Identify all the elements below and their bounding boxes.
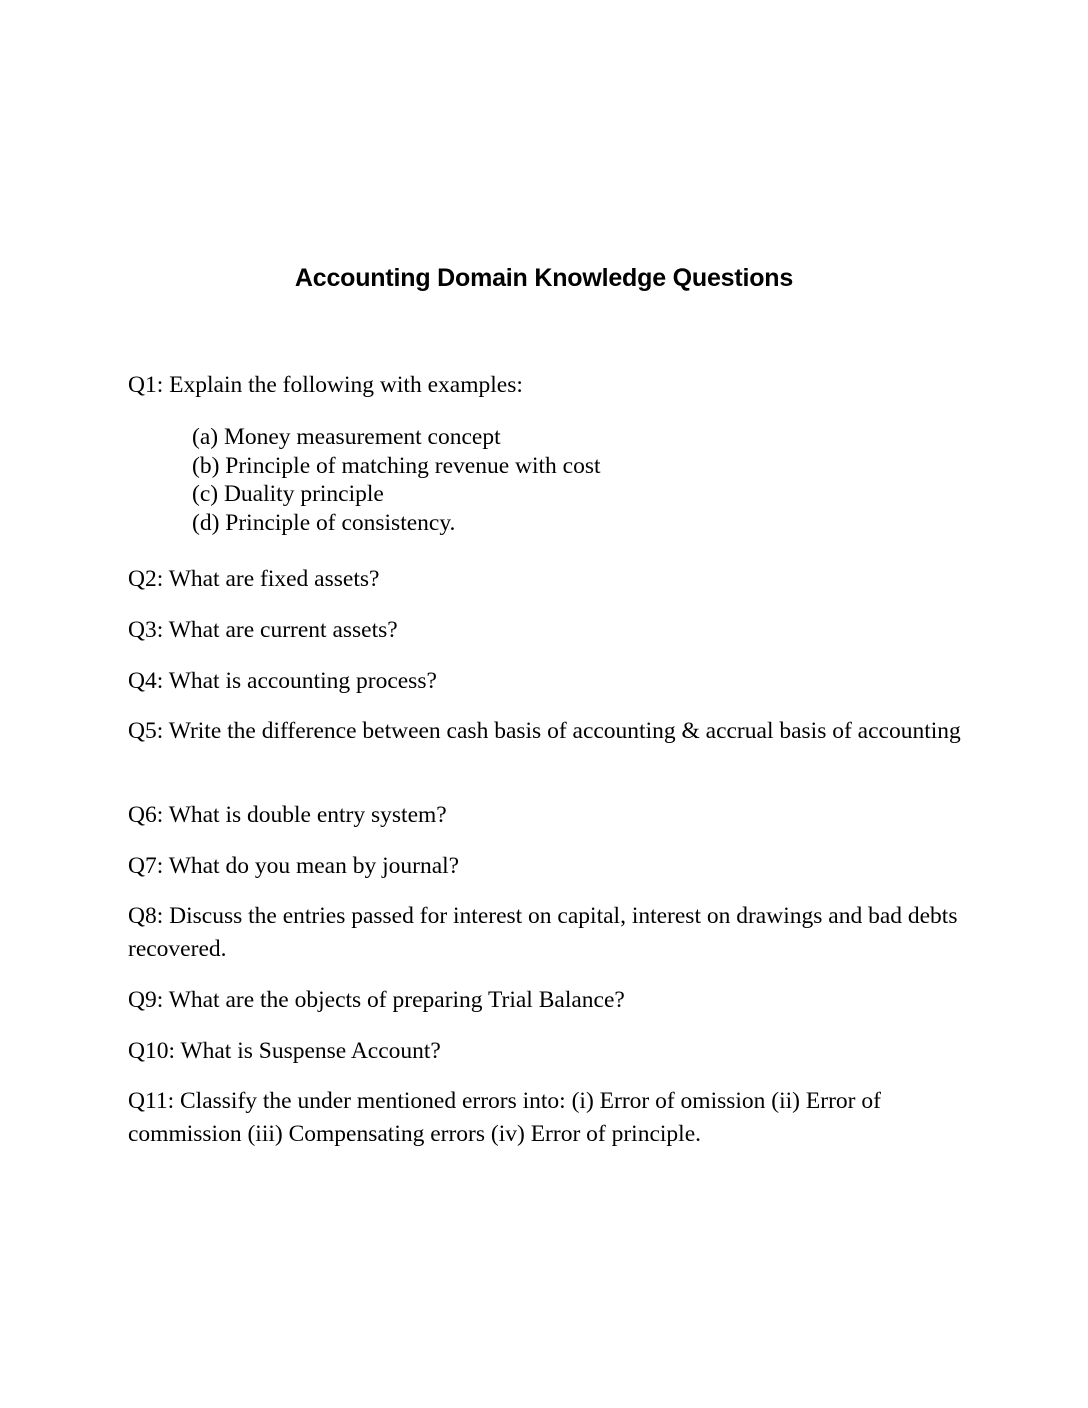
question-1-item-a: (a) Money measurement concept <box>192 424 501 450</box>
question-5: Q5: Write the difference between cash basis of accounting & accrual basis of accounting <box>128 718 961 744</box>
question-9: Q9: What are the objects of preparing Trial Balance? <box>128 987 625 1013</box>
question-3: Q3: What are current assets? <box>128 617 398 643</box>
question-11: Q11: Classify the under mentioned errors into: (i) Error of omission (ii) Error of commission (iii) Compensating errors (iv) Error of principle. <box>128 1088 881 1147</box>
question-6: Q6: What is double entry system? <box>128 802 447 828</box>
question-10: Q10: What is Suspense Account? <box>128 1038 441 1064</box>
question-1-item-b: (b) Principle of matching revenue with cost <box>192 452 601 479</box>
question-1-item-d: (d) Principle of consistency. <box>192 509 456 536</box>
question-1-item-c: (c) Duality principle <box>192 481 384 507</box>
page-title: Accounting Domain Knowledge Questions <box>294 264 794 292</box>
question-7: Q7: What do you mean by journal? <box>128 853 460 879</box>
question-2: Q2: What are fixed assets? <box>128 566 380 592</box>
question-1: Q1: Explain the following with examples: <box>128 372 523 398</box>
question-1-sublist <box>192 423 601 537</box>
question-8: Q8: Discuss the entries passed for interest on capital, interest on drawings and bad debts recovered. <box>128 903 958 962</box>
question-4: Q4: What is accounting process? <box>128 668 437 694</box>
